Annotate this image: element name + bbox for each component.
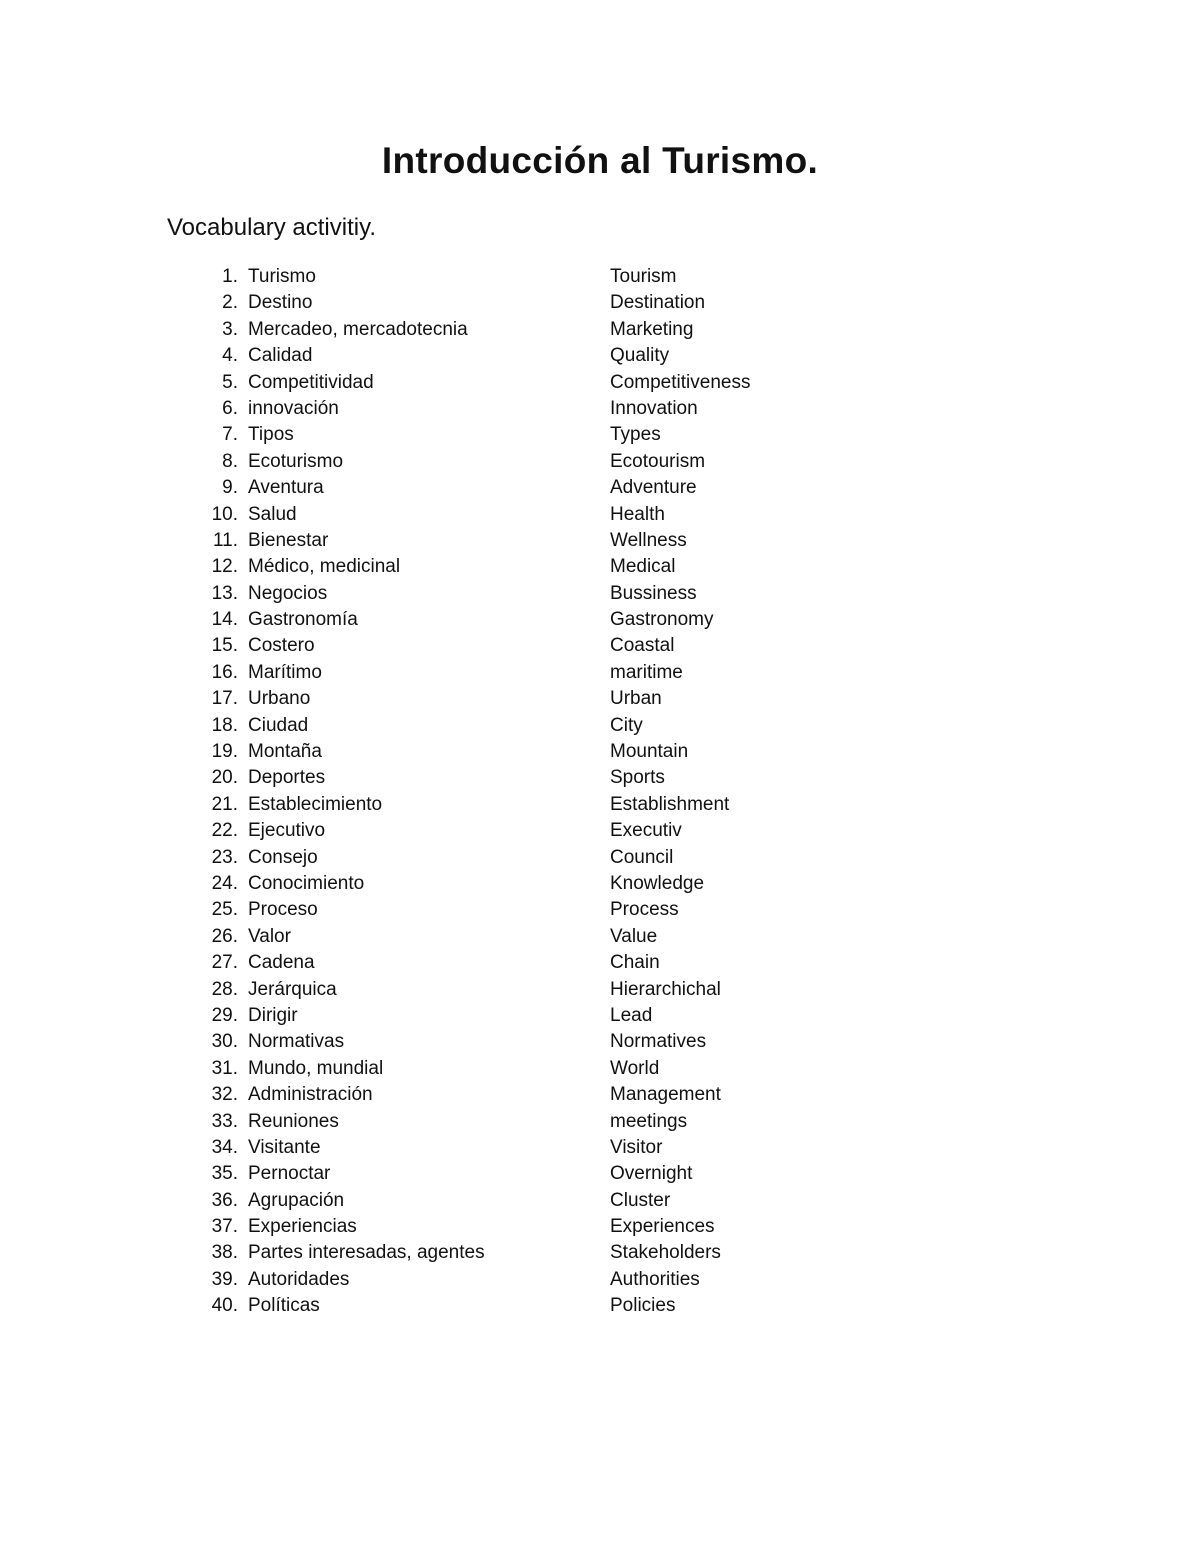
spanish-term: Competitividad: [248, 371, 374, 393]
vocabulary-item: [0, 581, 1200, 607]
spanish-term: Costero: [248, 635, 315, 657]
spanish-term: Experiencias: [248, 1216, 357, 1238]
item-number: 36.: [211, 1189, 238, 1211]
item-number: 33.: [211, 1110, 238, 1132]
english-term: Experiences: [610, 1216, 715, 1238]
item-number: 8.: [222, 450, 238, 472]
item-number: 20.: [211, 767, 238, 789]
vocabulary-item: [0, 633, 1200, 659]
page-title: Introducción al Turismo.: [381, 140, 819, 181]
english-term: Policies: [610, 1295, 676, 1317]
item-number: 35.: [211, 1163, 238, 1185]
vocabulary-item: [0, 528, 1200, 554]
vocabulary-item: [0, 1214, 1200, 1240]
item-number: 26.: [211, 925, 238, 947]
item-number: 27.: [211, 952, 238, 974]
english-term: Lead: [610, 1004, 653, 1026]
english-term: Tourism: [610, 266, 677, 287]
spanish-term: Proceso: [248, 899, 318, 921]
item-number: 13.: [211, 582, 238, 604]
vocabulary-item: [0, 977, 1200, 1003]
item-number: 39.: [211, 1268, 238, 1290]
english-term: Establishment: [610, 793, 730, 815]
vocabulary-item: [0, 1003, 1200, 1029]
vocabulary-item: [0, 264, 1200, 290]
item-number: 10.: [211, 503, 238, 525]
vocabulary-item: [0, 1056, 1200, 1082]
item-number: 37.: [211, 1216, 238, 1238]
spanish-term: innovación: [248, 397, 339, 419]
spanish-term: Valor: [248, 925, 291, 947]
english-term: Normatives: [610, 1031, 707, 1053]
spanish-term: Pernoctar: [248, 1163, 331, 1185]
item-number: 3.: [222, 318, 238, 340]
spanish-term: Ciudad: [248, 714, 309, 736]
english-term: Bussiness: [610, 582, 697, 604]
vocabulary-item: [0, 818, 1200, 844]
english-term: Urban: [610, 688, 662, 710]
english-term: City: [610, 714, 643, 736]
spanish-term: Tipos: [248, 424, 294, 446]
english-term: Visitor: [610, 1136, 663, 1158]
vocabulary-item: [0, 686, 1200, 712]
spanish-term: Normativas: [248, 1031, 345, 1053]
english-term: Medical: [610, 556, 676, 578]
vocabulary-item: [0, 924, 1200, 950]
vocabulary-item: [0, 554, 1200, 580]
spanish-term: Cadena: [248, 952, 315, 974]
item-number: 7.: [222, 424, 238, 446]
english-term: Types: [610, 424, 661, 446]
english-term: Ecotourism: [610, 450, 706, 472]
item-number: 17.: [211, 688, 238, 710]
english-term: Knowledge: [610, 872, 705, 894]
spanish-term: Mundo, mundial: [248, 1057, 384, 1079]
english-term: Mountain: [610, 741, 689, 763]
vocabulary-item: [0, 422, 1200, 448]
item-number: 5.: [222, 371, 238, 393]
vocabulary-item: [0, 449, 1200, 475]
item-number: 19.: [211, 741, 238, 763]
item-number: 30.: [211, 1031, 238, 1053]
vocabulary-item: [0, 317, 1200, 343]
english-term: Destination: [610, 292, 706, 314]
english-term: Council: [610, 846, 674, 868]
english-term: Sports: [610, 767, 665, 789]
vocabulary-item: [0, 1135, 1200, 1161]
spanish-term: Conocimiento: [248, 872, 365, 894]
item-number: 1.: [222, 266, 238, 287]
spanish-term: Consejo: [248, 846, 318, 868]
spanish-term: Médico, medicinal: [248, 556, 401, 578]
spanish-term: Montaña: [248, 741, 322, 763]
item-number: 4.: [222, 345, 238, 367]
english-term: Hierarchichal: [610, 978, 721, 1000]
vocabulary-item: [0, 1161, 1200, 1187]
spanish-term: Políticas: [248, 1295, 320, 1317]
item-number: 6.: [222, 397, 238, 419]
english-term: Stakeholders: [610, 1242, 721, 1264]
vocabulary-item: [0, 396, 1200, 422]
spanish-term: Partes interesadas, agentes: [248, 1242, 485, 1264]
english-term: Quality: [610, 345, 670, 367]
spanish-term: Salud: [248, 503, 297, 525]
vocabulary-item: [0, 1240, 1200, 1266]
english-term: Authorities: [610, 1268, 700, 1290]
item-number: 23.: [211, 846, 238, 868]
item-number: 15.: [211, 635, 238, 657]
vocabulary-item: [0, 290, 1200, 316]
vocabulary-item: [0, 1109, 1200, 1135]
vocabulary-item: [0, 660, 1200, 686]
spanish-term: Gastronomía: [248, 609, 358, 631]
spanish-term: Agrupación: [248, 1189, 345, 1211]
spanish-term: Ejecutivo: [248, 820, 326, 842]
vocabulary-item: [0, 871, 1200, 897]
item-number: 40.: [211, 1295, 238, 1317]
item-number: 14.: [211, 609, 238, 631]
vocabulary-item: [0, 475, 1200, 501]
item-number: 24.: [211, 872, 238, 894]
vocabulary-item: [0, 1293, 1200, 1319]
vocabulary-item: [0, 1082, 1200, 1108]
vocabulary-item: [0, 1029, 1200, 1055]
vocabulary-item: [0, 897, 1200, 923]
english-term: Wellness: [610, 529, 687, 551]
english-term: World: [610, 1057, 660, 1079]
spanish-term: Urbano: [248, 688, 311, 710]
item-number: 25.: [211, 899, 238, 921]
english-term: Gastronomy: [610, 609, 714, 631]
english-term: maritime: [610, 661, 683, 683]
vocabulary-item: [0, 607, 1200, 633]
vocabulary-item: [0, 502, 1200, 528]
vocabulary-item: [0, 370, 1200, 396]
item-number: 2.: [222, 292, 238, 314]
item-number: 22.: [211, 820, 238, 842]
vocabulary-item: [0, 765, 1200, 791]
spanish-term: Turismo: [248, 266, 316, 287]
spanish-term: Aventura: [248, 477, 324, 499]
item-number: 34.: [211, 1136, 238, 1158]
spanish-term: Marítimo: [248, 661, 322, 683]
english-term: meetings: [610, 1110, 688, 1132]
spanish-term: Calidad: [248, 345, 313, 367]
vocabulary-list: [0, 264, 1200, 1320]
item-number: 31.: [211, 1057, 238, 1079]
vocabulary-item: [0, 739, 1200, 765]
english-term: Coastal: [610, 635, 675, 657]
item-number: 12.: [211, 556, 238, 578]
spanish-term: Dirigir: [248, 1004, 298, 1026]
vocabulary-item: [0, 343, 1200, 369]
item-number: 16.: [211, 661, 238, 683]
english-term: Competitiveness: [610, 371, 751, 393]
item-number: 9.: [222, 477, 238, 499]
spanish-term: Bienestar: [248, 529, 329, 551]
item-number: 28.: [211, 978, 238, 1000]
english-term: Innovation: [610, 397, 698, 419]
spanish-term: Administración: [248, 1084, 373, 1106]
english-term: Executiv: [610, 820, 682, 842]
english-term: Process: [610, 899, 679, 921]
item-number: 38.: [211, 1242, 238, 1264]
item-number: 11.: [212, 529, 238, 551]
spanish-term: Autoridades: [248, 1268, 350, 1290]
spanish-term: Jerárquica: [248, 978, 337, 1000]
spanish-term: Ecoturismo: [248, 450, 344, 472]
english-term: Chain: [610, 952, 660, 974]
english-term: Management: [610, 1084, 721, 1106]
vocabulary-item: [0, 792, 1200, 818]
english-term: Value: [610, 925, 658, 947]
spanish-term: Negocios: [248, 582, 328, 604]
page-subtitle: Vocabulary activitiy.: [167, 214, 376, 241]
english-term: Marketing: [610, 318, 694, 340]
english-term: Adventure: [610, 477, 697, 499]
english-term: Overnight: [610, 1163, 693, 1185]
item-number: 29.: [211, 1004, 238, 1026]
vocabulary-item: [0, 1267, 1200, 1293]
item-number: 32.: [211, 1084, 238, 1106]
english-term: Health: [610, 503, 665, 525]
vocabulary-item: [0, 1188, 1200, 1214]
vocabulary-item: [0, 713, 1200, 739]
item-number: 21.: [211, 793, 238, 815]
spanish-term: Deportes: [248, 767, 326, 789]
spanish-term: Mercadeo, mercadotecnia: [248, 318, 468, 340]
spanish-term: Reuniones: [248, 1110, 339, 1132]
vocabulary-item: [0, 950, 1200, 976]
vocabulary-item: [0, 845, 1200, 871]
english-term: Cluster: [610, 1189, 671, 1211]
spanish-term: Visitante: [248, 1136, 321, 1158]
spanish-term: Destino: [248, 292, 313, 314]
spanish-term: Establecimiento: [248, 793, 383, 815]
item-number: 18.: [211, 714, 238, 736]
